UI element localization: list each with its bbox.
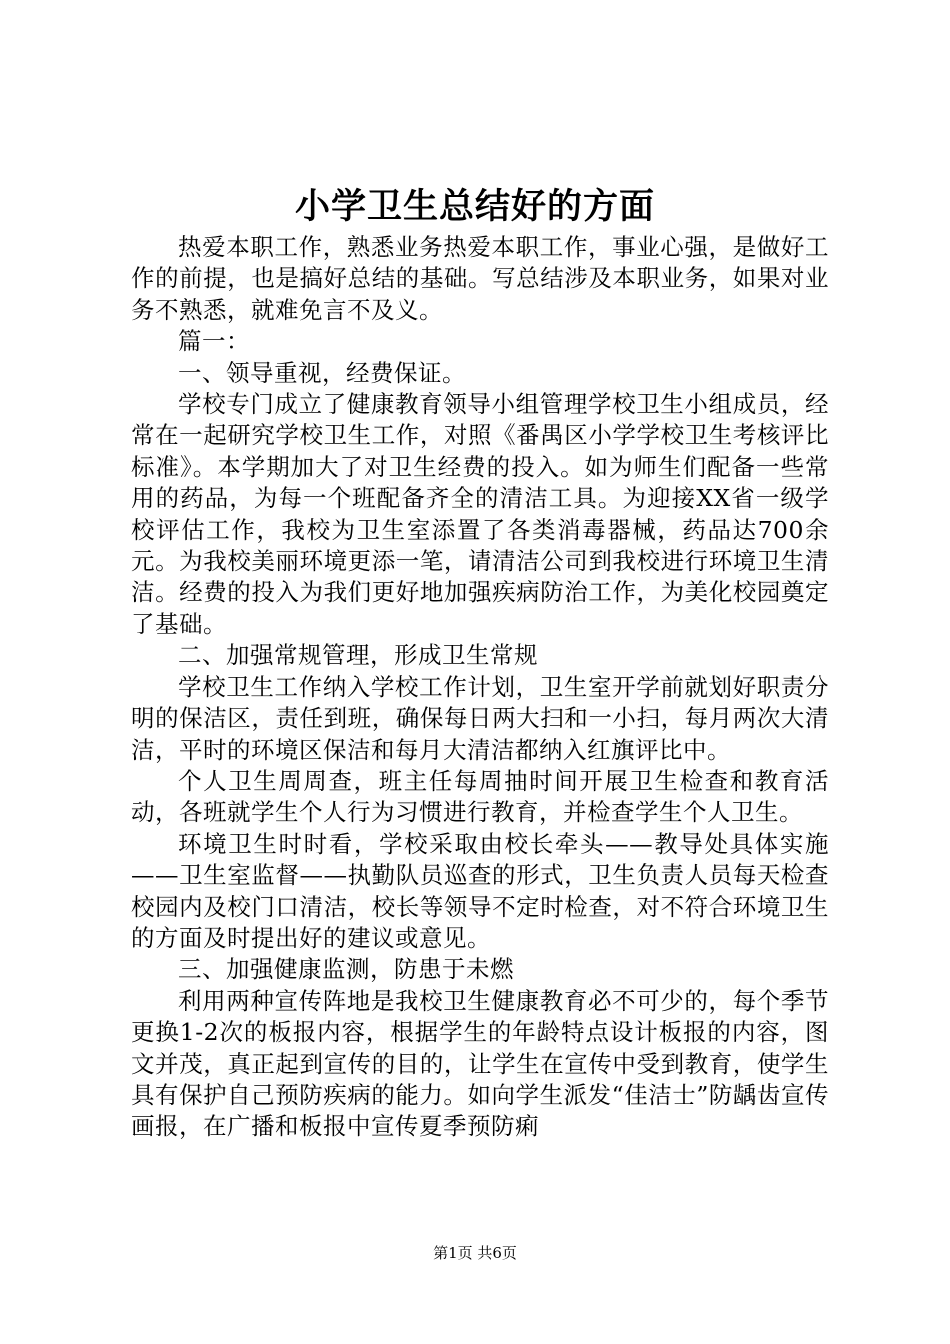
section-heading-2: 二、加强常规管理，形成卫生常规 (178, 641, 538, 670)
section-heading-1: 一、领导重视，经费保证。 (178, 358, 466, 387)
section-heading-3: 三、加强健康监测，防患于未燃 (178, 955, 514, 984)
paragraph-routine: 学校卫生工作纳入学校工作计划，卫生室开学前就划好职责分明的保洁区，责任到班，确保每日两大扫和一小扫，每月两次大清洁，平时的环境区保洁和每月大清洁都纳入红旗评比中。 (131, 672, 829, 764)
paragraph-environment: 环境卫生时时看，学校采取由校长牵头——教导处具体实施——卫生室监督——执勤队员巡查的形式，卫生负责人员每天检查校园内及校门口清洁，校长等领导不定时检查，对不符合环境卫生的方面及时提出好的建议或意见。 (131, 829, 829, 952)
paragraph-intro: 热爱本职工作，熟悉业务热爱本职工作，事业心强，是做好工作的前提，也是搞好总结的基础。写总结涉及本职业务，如果对业务不熟悉，就难免言不及义。 (131, 233, 829, 324)
paragraph-part-label: 篇一： (178, 327, 250, 356)
paragraph-personal-hygiene: 个人卫生周周查，班主任每周抽时间开展卫生检查和教育活动，各班就学生个人行为习惯进行教育，并检查学生个人卫生。 (131, 766, 829, 827)
page-number-footer: 第1页 共6页 (433, 1244, 517, 1262)
paragraph-publicity: 利用两种宣传阵地是我校卫生健康教育必不可少的，每个季节更换1-2次的板报内容，根据学生的年龄特点设计板报的内容，图文并茂，真正起到宣传的目的，让学生在宣传中受到教育，使学生具有保护自己预防疾病的能力。如向学生派发“佳洁士”防龋齿宣传画报，在广播和板报中宣传夏季预防痢 (131, 986, 829, 1141)
document-title: 小学卫生总结好的方面 (294, 186, 655, 227)
paragraph-funding: 学校专门成立了健康教育领导小组管理学校卫生小组成员，经常在一起研究学校卫生工作，对照《番禺区小学学校卫生考核评比标准》。本学期加大了对卫生经费的投入。如为师生们配备一些常用的药品，为每一个班配备齐全的清洁工具。为迎接XX省一级学校评估工作，我校为卫生室添置了各类消毒器械，药品达700余元。为我校美丽环境更添一笔，请清洁公司到我校进行环境卫生清洁。经费的投入为我们更好地加强疾病防治工作，为美化校园奠定了基础。 (131, 390, 829, 638)
document-body (131, 232, 829, 1143)
